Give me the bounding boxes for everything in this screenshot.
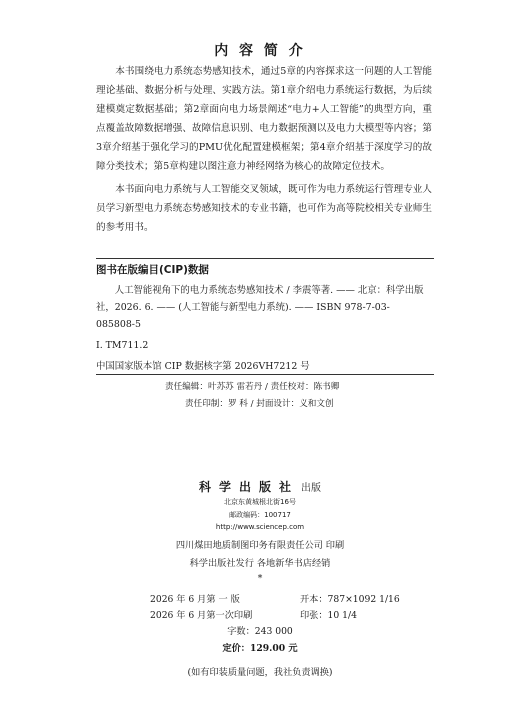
abstract-paragraph-1: 本书围绕电力系统态势感知技术，通过5章的内容探求这一问题的人工智能理论基础、数据分析与处理、实践方法。第1章介绍电力系统运行数据，为后续建模奠定数据基础；第2章面向电力场景阐述“电力+人工智能”的典型方向，重点覆盖故障数据增强、故障信息识别、电力数据预测以及电力大模型等内容；第3章介绍基于强化学习的PMU优化配置建模框架；第4章介绍基于深度学习的故障分类技术；第5章构建以图注意力神经网络为核心的故障定位技术。 bbox=[96, 66, 432, 172]
publisher-address: 北京东黄城根北街16号 bbox=[224, 498, 296, 506]
edition-info: 2026 年 6 月第 一 版 bbox=[150, 594, 240, 605]
publisher-name: 科学出版社 bbox=[198, 480, 299, 494]
cip-number: 中国国家版本馆 CIP 数据核字第 2026VH7212 号 bbox=[96, 361, 310, 372]
publisher-name-line bbox=[0, 476, 520, 495]
word-count: 字数：243 000 bbox=[227, 626, 293, 637]
publisher-website: http://www.sciencep.com bbox=[215, 523, 305, 531]
cip-heading: 图书在版编目(CIP)数据 bbox=[96, 264, 209, 276]
publisher-postcode: 邮政编码：100717 bbox=[229, 511, 291, 519]
quality-notice: (如有印装质量问题，我社负责调换) bbox=[187, 667, 333, 678]
abstract-paragraph-2: 本书面向电力系统与人工智能交叉领域，既可作为电力系统运行管理专业人员学习新型电力系统态势感知技术的专业书籍，也可作为高等院校相关专业师生的参考用书。 bbox=[96, 184, 432, 233]
cip-record: 人工智能视角下的电力系统态势感知技术 / 李震等著. —— 北京：科学出版社，2026. 6. —— (人工智能与新型电力系统). —— ISBN 978-7-03-085808-5 bbox=[96, 285, 424, 330]
cip-classification: Ⅰ. TM711.2 bbox=[96, 340, 149, 351]
format-info: 开本：787×1092 1/16 bbox=[300, 594, 400, 605]
credits-line-2: 责任印制：罗 科 / 封面设计：义和文创 bbox=[185, 399, 334, 409]
printer-line: 四川煤田地质制图印务有限责任公司 印刷 bbox=[175, 540, 345, 551]
credits-line-1: 责任编辑：叶苏苏 雷若丹 / 责任校对：陈书卿 bbox=[165, 382, 340, 392]
abstract-heading: 内 容 简 介 bbox=[214, 43, 306, 59]
sheets-info: 印张：10 1/4 bbox=[300, 610, 357, 621]
impression-info: 2026 年 6 月第一次印刷 bbox=[150, 610, 253, 621]
cip-top-divider bbox=[96, 258, 434, 259]
cip-bottom-divider bbox=[96, 374, 434, 375]
publisher-suffix: 出版 bbox=[301, 483, 321, 494]
separator-star: * bbox=[257, 573, 263, 584]
distribution-line: 科学出版社发行 各地新华书店经销 bbox=[189, 558, 331, 569]
price: 定价：129.00 元 bbox=[222, 643, 298, 654]
